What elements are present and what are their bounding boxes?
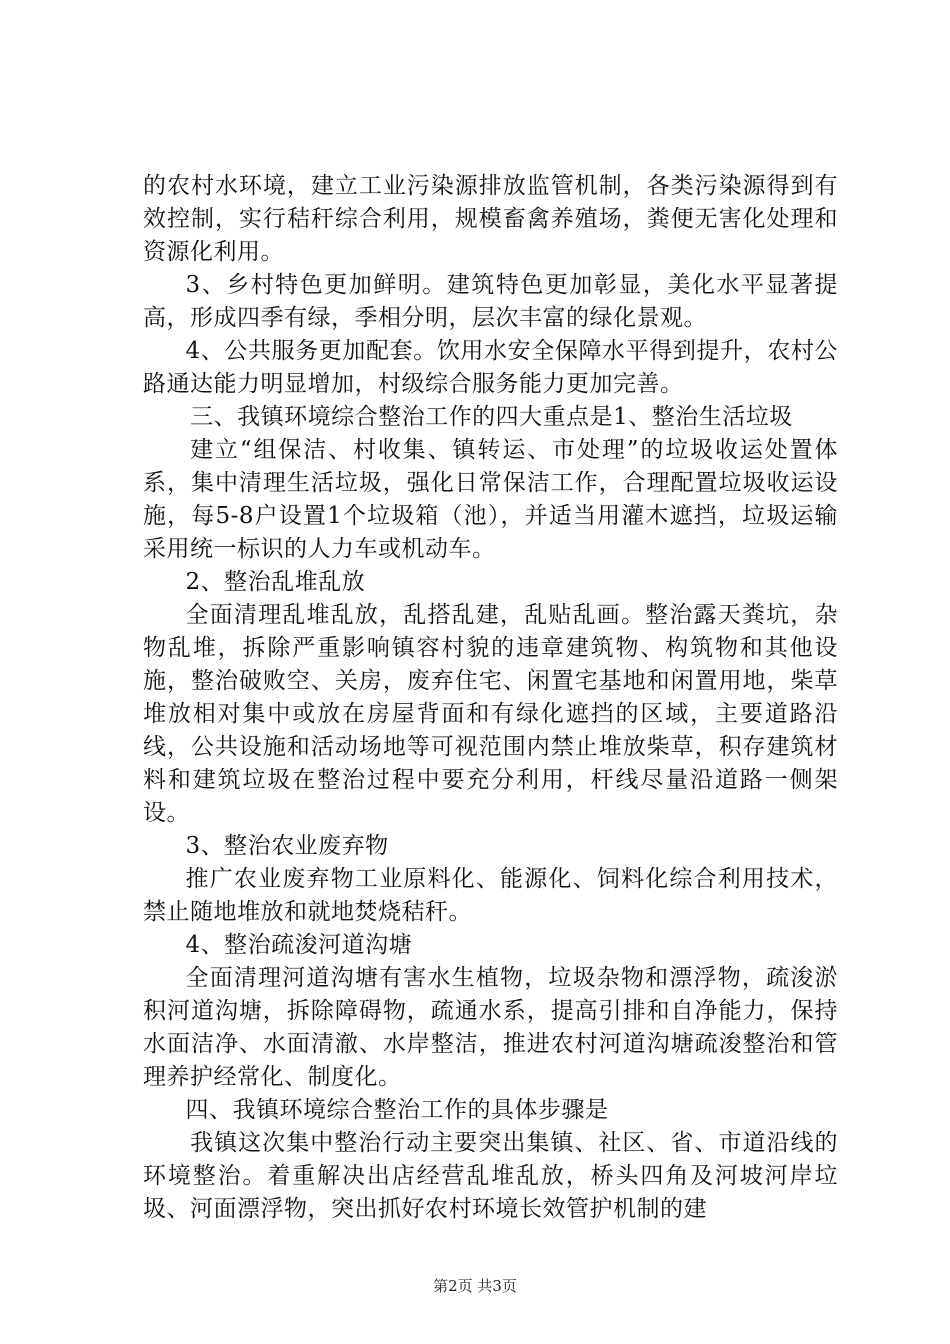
paragraph-steps: 我镇这次集中整治行动主要突出集镇、社区、省、市道沿线的环境整治。着重解决出店经营乱堆乱放，桥头四角及河坡河岸垃圾、河面漂浮物，突出抓好农村环境长效管护机制的建 bbox=[143, 1130, 838, 1222]
heading-waterways: 4、整治疏浚河道沟塘 bbox=[185, 932, 413, 958]
heading-section-three: 三、我镇环境综合整治工作的四大重点是1、整治生活垃圾 bbox=[190, 404, 793, 430]
document-body bbox=[143, 170, 838, 1226]
paragraph-continuation: 的农村水环境，建立工业污染源排放监管机制，各类污染源得到有效控制，实行秸秆综合利用，规模畜禽养殖场，粪便无害化处理和资源化利用。 bbox=[143, 173, 838, 265]
paragraph-rural-features: 3、乡村特色更加鲜明。建筑特色更加彰显，美化水平显著提高，形成四季有绿，季相分明，层次丰富的绿化景观。 bbox=[143, 272, 838, 331]
page-number-footer: 第2页 共3页 bbox=[433, 1277, 517, 1295]
paragraph-clutter: 全面清理乱堆乱放，乱搭乱建，乱贴乱画。整治露天粪坑，杂物乱堆，拆除严重影响镇容村貌的违章建筑物、构筑物和其他设施，整治破败空、关房，废弃住宅、闲置宅基地和闲置用地，柴草堆放相对集中或放在房屋背面和有绿化遮挡的区域，主要道路沿线，公共设施和活动场地等可视范围内禁止堆放柴草，积存建筑材料和建筑垃圾在整治过程中要充分利用，杆线尽量沿道路一侧架设。 bbox=[143, 602, 838, 826]
paragraph-garbage-system: 建立“组保洁、村收集、镇转运、市处理”的垃圾收运处置体系，集中清理生活垃圾，强化日常保洁工作，合理配置垃圾收运设施，每5-8户设置1个垃圾箱（池），并适当用灌木遮挡，垃圾运输采用统一标识的人力车或机动车。 bbox=[143, 437, 838, 562]
heading-clutter: 2、整治乱堆乱放 bbox=[185, 569, 366, 595]
heading-agricultural-waste: 3、整治农业废弃物 bbox=[185, 833, 389, 859]
paragraph-public-services: 4、公共服务更加配套。饮用水安全保障水平得到提升，农村公路通达能力明显增加，村级综合服务能力更加完善。 bbox=[143, 338, 838, 397]
heading-section-four: 四、我镇环境综合整治工作的具体步骤是 bbox=[185, 1097, 609, 1123]
paragraph-waterways: 全面清理河道沟塘有害水生植物，垃圾杂物和漂浮物，疏浚淤积河道沟塘，拆除障碍物，疏通水系，提高引排和自净能力，保持水面洁净、水面清澈、水岸整洁，推进农村河道沟塘疏浚整治和管理养护经常化、制度化。 bbox=[143, 965, 838, 1090]
paragraph-agricultural-waste: 推广农业废弃物工业原料化、能源化、饲料化综合利用技术，禁止随地堆放和就地焚烧秸秆。 bbox=[143, 866, 838, 925]
